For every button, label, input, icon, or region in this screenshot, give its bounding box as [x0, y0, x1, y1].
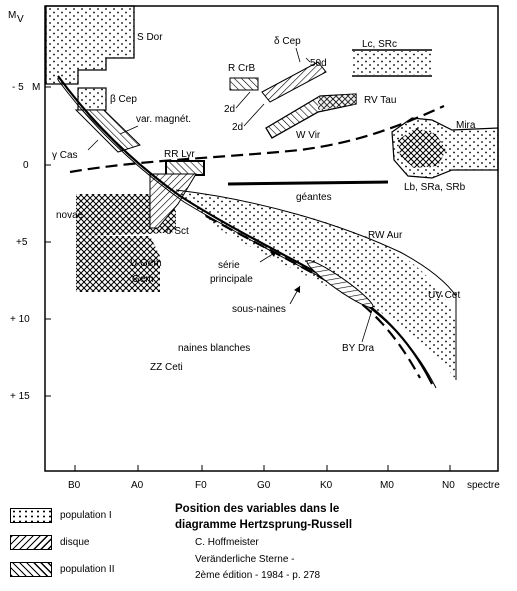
- label-beta-cep: β Cep: [110, 94, 137, 105]
- x-tick-label: M0: [380, 480, 394, 491]
- label-var-magnet: var. magnét.: [136, 114, 192, 125]
- label-serie-principale-1: série: [218, 260, 240, 271]
- legend-label-population-2: population II: [60, 564, 115, 575]
- caption-title-line-1: Position des variables dans le: [175, 503, 340, 515]
- label-50d: 50d: [310, 58, 327, 69]
- label-uv-cet: UV Cet: [428, 290, 461, 301]
- y-tick-label: - 5: [12, 82, 24, 93]
- label-novae: novae: [56, 210, 84, 221]
- x-tick-label: G0: [257, 480, 271, 491]
- label-serie-principale-2: principale: [210, 274, 253, 285]
- label-by-dra: BY Dra: [342, 343, 375, 354]
- x-tick-label: K0: [320, 480, 333, 491]
- legend: [4, 505, 174, 586]
- caption-credit-line-2: Veränderliche Sterne -: [195, 553, 295, 565]
- label-s-dor: S Dor: [137, 32, 163, 43]
- legend-swatch-population-1: [10, 508, 52, 523]
- label-m-mark: M: [32, 82, 41, 93]
- x-tick-label: B0: [68, 480, 81, 491]
- region-rr-lyr: [166, 161, 204, 175]
- caption-title-line-2: diagramme Hertzsprung-Russell: [175, 519, 353, 531]
- label-rv-tau: RV Tau: [364, 95, 397, 106]
- label-geantes: géantes: [296, 192, 332, 203]
- label-u-gem: U Gem: [130, 258, 162, 269]
- x-axis-ticks: [68, 465, 500, 491]
- legend-swatch-disque: [10, 535, 52, 550]
- label-zz-ceti: ZZ Ceti: [150, 362, 183, 373]
- line-geantes: [228, 182, 388, 184]
- label-delta-sct: δ Sct: [166, 226, 189, 237]
- label-r-crb: R CrB: [228, 63, 256, 74]
- label-w-vir: W Vir: [296, 130, 321, 141]
- label-gem-ghost: Gem: [132, 274, 154, 285]
- x-tick-label: F0: [195, 480, 207, 491]
- x-tick-label: N0: [442, 480, 455, 491]
- y-axis-label: M: [8, 10, 17, 21]
- label-rw-aur: RW Aur: [368, 230, 403, 241]
- legend-item-population-2: [4, 559, 174, 581]
- legend-label-disque: disque: [60, 537, 90, 548]
- region-r-crb: [230, 78, 258, 90]
- label-lc-src: Lc, SRc: [362, 39, 398, 50]
- label-gamma-cas: γ Cas: [52, 150, 78, 161]
- caption-credit-line-3: 2ème édition - 1984 - p. 278: [195, 570, 321, 581]
- caption-credit-line-1: C. Hoffmeister: [195, 537, 259, 548]
- region-upper-strip: [76, 110, 140, 152]
- label-lb-sra-srb: Lb, SRa, SRb: [404, 182, 466, 193]
- y-tick-label: + 15: [10, 391, 30, 402]
- legend-item-disque: [4, 532, 174, 554]
- label-2d-upper: 2d: [224, 104, 236, 115]
- caption: [175, 501, 505, 583]
- region-s-dor: [46, 6, 134, 84]
- legend-swatch-population-2: [10, 562, 52, 577]
- label-delta-cep: δ Cep: [274, 36, 301, 47]
- y-tick-label: + 10: [10, 314, 30, 325]
- label-mira: Mira: [456, 120, 476, 131]
- region-lc-src: [352, 50, 432, 76]
- y-tick-label: 0: [23, 160, 29, 171]
- y-tick-label: +5: [16, 237, 28, 248]
- label-rr-lyr: RR Lyr: [164, 149, 195, 160]
- label-2d-lower: 2d: [232, 122, 244, 133]
- legend-item-population-1: [4, 505, 174, 527]
- x-axis-title: spectre: [467, 480, 500, 491]
- x-tick-label: A0: [131, 480, 144, 491]
- y-axis-label-subscript: V: [17, 14, 24, 25]
- legend-label-population-1: population I: [60, 510, 112, 521]
- label-sous-naines: sous-naines: [232, 304, 286, 315]
- label-naines-blanches: naines blanches: [178, 343, 251, 354]
